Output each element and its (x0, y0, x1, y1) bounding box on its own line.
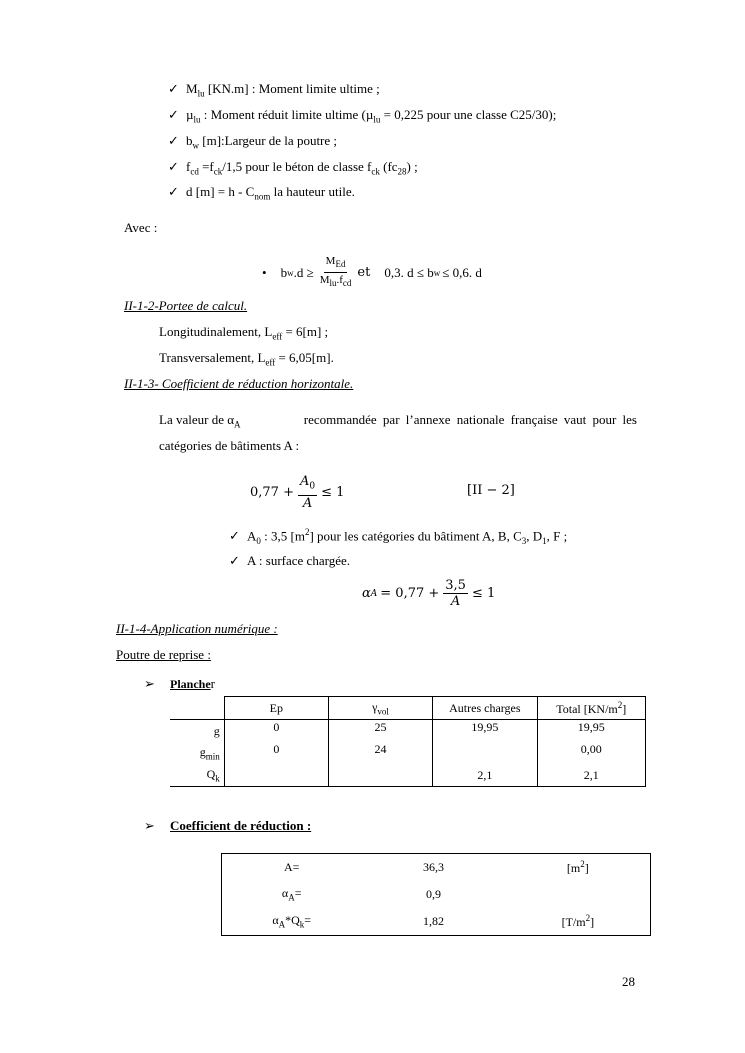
table-row (170, 742, 646, 764)
text: : Moment réduit limite ultime (µ (200, 107, 374, 122)
text-line (159, 324, 328, 342)
text: A= (283, 860, 300, 874)
table-cell: 0 (224, 742, 328, 764)
text: ck (213, 166, 223, 177)
text: b (186, 133, 193, 148)
text: 0 (309, 481, 316, 492)
table-row (222, 881, 651, 907)
text: cd (342, 278, 352, 289)
text: 2 (617, 699, 623, 710)
text: k (299, 919, 305, 930)
table-cell: 19,95 (433, 720, 537, 743)
text: Transversalement, L (159, 350, 266, 365)
table-cell: 2,1 (537, 764, 645, 787)
table-row (222, 854, 651, 882)
text: recommandée par l’annexe nationale française vaut pour les (303, 412, 637, 427)
table-header: Ep (224, 697, 328, 720)
text: w (433, 267, 441, 278)
table-cell: 19,95 (537, 720, 645, 743)
text: ≤ 1 (321, 484, 345, 500)
text: = (304, 912, 312, 927)
text: Coefficient de réduction : (170, 818, 312, 833)
checkmark-icon: ✓ (229, 528, 240, 544)
table-cell: 0,00 (537, 742, 645, 764)
table-header (328, 697, 432, 720)
coefficient-table (221, 853, 651, 936)
page-number: 28 (622, 974, 635, 989)
text: , F ; (546, 528, 568, 544)
text: [T/m (561, 914, 586, 929)
text: A (234, 419, 241, 430)
text: 1 (542, 535, 547, 546)
plancher-heading (144, 676, 215, 692)
text: M (186, 81, 198, 96)
table-cell (433, 742, 537, 764)
text: A (278, 919, 286, 930)
text-line (159, 350, 334, 368)
text: eff (265, 357, 276, 368)
text: w (192, 140, 199, 151)
text: et (357, 265, 371, 281)
text: α (281, 885, 289, 900)
text: k (215, 773, 220, 784)
text: = 0,225 pour une classe C25/30); (380, 107, 557, 122)
text: lu (193, 114, 201, 125)
plancher-table (170, 696, 646, 787)
table-cell: 2,1 (433, 764, 537, 787)
text: =f (198, 159, 214, 174)
text: ] pour les catégories du bâtiment A, B, C (309, 528, 522, 544)
list-item (168, 107, 556, 125)
text: 2 (304, 527, 310, 537)
table-cell: 36,3 (423, 860, 445, 874)
fraction (318, 254, 354, 291)
table-cell (222, 881, 362, 907)
text: ≤ 1 (471, 586, 496, 601)
table-header (537, 697, 645, 720)
text: α (272, 912, 279, 927)
table-cell: 1,82 (423, 913, 445, 928)
text: Planche (170, 677, 211, 691)
section-title: II-1-3- Coefficient de réduction horizontale. (124, 376, 354, 391)
text: [m]:Largeur de la poutre ; (199, 133, 338, 148)
text: b (280, 264, 288, 280)
text: A (450, 594, 461, 609)
text: α (362, 586, 371, 601)
text: µ (186, 107, 194, 122)
text: A : surface chargée. (247, 553, 350, 568)
text: [m (566, 861, 581, 875)
text: = 6[m] ; (282, 324, 329, 339)
text: Ed (335, 259, 346, 270)
avec-label: Avec : (124, 220, 158, 235)
text: A (302, 495, 313, 511)
list-item (168, 133, 337, 151)
text: lu (329, 278, 337, 289)
text: 0,77 + (250, 484, 294, 500)
text: vol (377, 706, 389, 717)
text: A (247, 528, 257, 544)
text: min (205, 751, 220, 762)
coefficient-heading (144, 818, 311, 834)
text: M (319, 274, 330, 287)
text: g (213, 723, 220, 738)
text: A (370, 588, 378, 599)
table-cell (506, 854, 651, 882)
text: w (287, 267, 294, 278)
text: 28 (397, 166, 407, 177)
text: eff (272, 331, 283, 342)
text: *Q (285, 912, 300, 927)
paragraph: catégories de bâtiments A : (159, 438, 300, 453)
text: , D (526, 528, 543, 544)
list-item (229, 527, 567, 546)
row-label (170, 720, 224, 743)
text: Q (206, 766, 216, 781)
row-label (170, 764, 224, 787)
text: 0 (256, 535, 261, 546)
text: /1,5 pour le béton de classe f (222, 159, 372, 174)
text: La valeur de α (159, 412, 235, 427)
text: = 0,77 + (380, 586, 440, 601)
text: lu (197, 88, 205, 99)
text: 0,3. d ≤ b (384, 264, 434, 280)
text: [KN.m] : Moment limite ultime ; (204, 81, 380, 96)
formula-bw (262, 254, 482, 291)
table-cell (506, 907, 651, 936)
table-cell: 24 (328, 742, 432, 764)
text: 2 (580, 859, 585, 869)
text: M (325, 255, 336, 267)
text: Longitudinalement, L (159, 324, 273, 339)
row-label (170, 742, 224, 764)
text: ck (371, 166, 380, 177)
text: f (186, 159, 191, 174)
list-item (229, 553, 350, 569)
table-cell (328, 764, 432, 787)
checkmark-icon: ✓ (168, 184, 179, 199)
paragraph (159, 412, 637, 430)
text: (fc (379, 159, 398, 174)
table-cell (224, 764, 328, 787)
table-header: Autres charges (433, 697, 537, 720)
table-cell (506, 881, 651, 907)
text: = 6,05[m]. (275, 350, 334, 365)
text: la hauteur utile. (270, 184, 355, 199)
list-item (168, 81, 380, 99)
table-row (170, 720, 646, 743)
section-title: II-1-2-Portee de calcul. (124, 298, 248, 313)
text: 3,5 (445, 578, 466, 593)
table-cell (222, 854, 362, 882)
text: ] (590, 914, 595, 929)
checkmark-icon: ✓ (168, 159, 179, 174)
text: cd (190, 166, 199, 177)
table-cell: 25 (328, 720, 432, 743)
text: A (288, 892, 295, 903)
text: ≤ 0,6. d (442, 264, 482, 280)
subtitle: Poutre de reprise : (116, 647, 211, 662)
table-cell (222, 907, 362, 936)
list-item (168, 159, 418, 177)
table-row (222, 907, 651, 936)
section-title: II-1-4-Application numérique : (116, 621, 278, 636)
fraction (298, 474, 317, 511)
checkmark-icon: ✓ (168, 133, 179, 148)
checkmark-icon: ✓ (168, 81, 179, 96)
equation-tag: [II − 2] (467, 483, 515, 498)
checkmark-icon: ✓ (229, 553, 240, 568)
table-cell: 0 (224, 720, 328, 743)
fraction (443, 578, 468, 609)
equation-alpha (362, 578, 495, 609)
list-item (168, 184, 355, 202)
text: γ (372, 699, 378, 714)
text: .f (336, 274, 343, 287)
text: Total [KN/m (556, 701, 618, 716)
text: g (199, 744, 206, 759)
text: d [m] = h - C (186, 184, 255, 199)
text: = (294, 885, 302, 900)
table-row (170, 764, 646, 787)
text: r (210, 676, 216, 691)
table-cell: 0,9 (426, 886, 442, 901)
empty-cell (170, 697, 224, 720)
arrow-bullet-icon: ➢ (144, 676, 155, 691)
text: nom (254, 191, 271, 202)
text: .d ≥ (293, 264, 314, 280)
text: lu (373, 114, 381, 125)
text: ] (622, 701, 627, 716)
arrow-bullet-icon: ➢ (144, 818, 155, 833)
bullet-icon: • (262, 264, 267, 280)
text: A (299, 474, 310, 489)
text: ) ; (406, 159, 418, 174)
text: : 3,5 [m (260, 528, 305, 544)
equation-II-2 (250, 474, 344, 511)
checkmark-icon: ✓ (168, 107, 179, 122)
text: ] (584, 861, 589, 875)
text: 3 (521, 535, 527, 546)
text: 2 (585, 912, 591, 923)
